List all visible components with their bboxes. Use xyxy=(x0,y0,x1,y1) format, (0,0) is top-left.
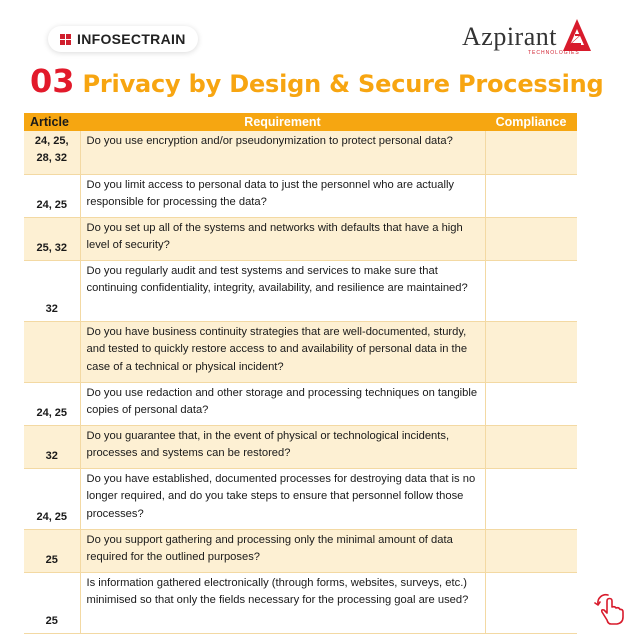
table-row xyxy=(24,382,577,425)
article-cell: 24, 25 xyxy=(24,174,80,217)
article-cell: 24, 25, 28, 32 xyxy=(24,131,80,174)
section-title: Privacy by Design & Secure Processing xyxy=(82,70,604,98)
column-header-requirement: Requirement xyxy=(80,113,485,131)
requirements-table xyxy=(24,113,577,634)
table-row xyxy=(24,217,577,260)
compliance-cell[interactable] xyxy=(485,131,577,174)
article-cell: 24, 25 xyxy=(24,382,80,425)
requirement-cell: Do you have business continuity strategies that are well-documented, sturdy, and tested to quickly restore access to and availability of personal data in the case of a technical or physical incident? xyxy=(80,321,485,382)
compliance-cell[interactable] xyxy=(485,529,577,572)
requirement-cell: Do you support gathering and processing only the minimal amount of data required for the outlined purposes? xyxy=(80,529,485,572)
requirement-cell: Do you use redaction and other storage and processing techniques on tangible copies of personal data? xyxy=(80,382,485,425)
compliance-cell[interactable] xyxy=(485,425,577,468)
tap-hand-icon[interactable] xyxy=(594,590,628,626)
requirement-cell: Do you have established, documented processes for destroying data that is no longer required, and do you take steps to ensure that personnel follow those processes? xyxy=(80,468,485,529)
compliance-cell[interactable] xyxy=(485,260,577,321)
article-cell xyxy=(24,321,80,382)
compliance-cell[interactable] xyxy=(485,321,577,382)
table-row xyxy=(24,174,577,217)
table-row xyxy=(24,131,577,174)
article-cell: 32 xyxy=(24,425,80,468)
article-cell: 32 xyxy=(24,260,80,321)
compliance-cell[interactable] xyxy=(485,382,577,425)
article-cell: 25, 32 xyxy=(24,217,80,260)
compliance-cell[interactable] xyxy=(485,572,577,633)
column-header-compliance: Compliance xyxy=(485,113,577,131)
table-row xyxy=(24,425,577,468)
requirement-cell: Do you use encryption and/or pseudonymization to protect personal data? xyxy=(80,131,485,174)
table-row xyxy=(24,260,577,321)
table-header-row xyxy=(24,113,577,131)
section-number: 03 xyxy=(30,62,75,100)
brand-left-text: INFOSECTRAIN xyxy=(77,31,186,47)
requirement-cell: Do you regularly audit and test systems and services to make sure that continuing confidentiality, integrity, availability, and resilience are maintained? xyxy=(80,260,485,321)
table-row xyxy=(24,468,577,529)
article-cell: 25 xyxy=(24,572,80,633)
article-cell: 25 xyxy=(24,529,80,572)
logo-mark-icon xyxy=(60,34,71,45)
azpirant-mark-icon xyxy=(562,18,592,52)
requirement-cell: Do you guarantee that, in the event of physical or technological incidents, processes and systems can be restored? xyxy=(80,425,485,468)
brand-right-name: Azpirant xyxy=(462,22,557,51)
table-row xyxy=(24,572,577,633)
infosectrain-logo xyxy=(48,26,198,52)
azpirant-logo xyxy=(462,18,592,54)
section-heading xyxy=(30,62,603,100)
brand-right-sub: TECHNOLOGIES xyxy=(528,50,580,56)
compliance-cell[interactable] xyxy=(485,468,577,529)
column-header-article: Article xyxy=(24,113,80,131)
table-row xyxy=(24,529,577,572)
table-row xyxy=(24,321,577,382)
compliance-cell[interactable] xyxy=(485,174,577,217)
requirement-cell: Do you set up all of the systems and networks with defaults that have a high level of security? xyxy=(80,217,485,260)
compliance-cell[interactable] xyxy=(485,217,577,260)
requirement-cell: Do you limit access to personal data to just the personnel who are actually responsible for processing the data? xyxy=(80,174,485,217)
article-cell: 24, 25 xyxy=(24,468,80,529)
requirement-cell: Is information gathered electronically (through forms, websites, surveys, etc.) minimised so that only the fields necessary for the processing goal are used? xyxy=(80,572,485,633)
